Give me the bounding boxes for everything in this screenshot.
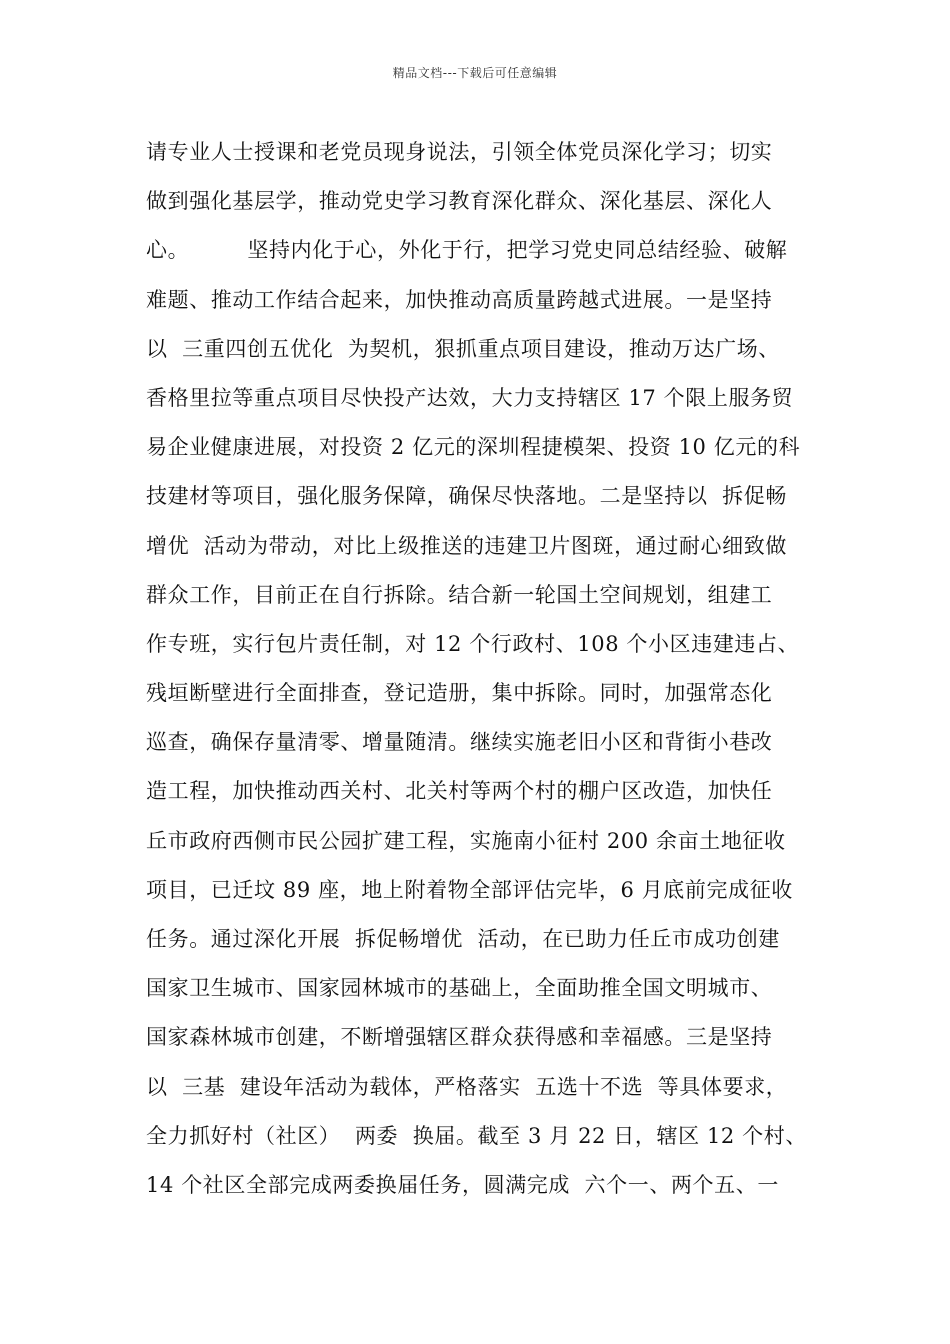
text-line: 造工程，加快推动西关村、北关村等两个村的棚户区改造，加快任 (146, 779, 773, 804)
text-line: 请专业人士授课和老党员现身说法，引领全体党员深化学习；切实 (146, 140, 773, 164)
text-line: 作专班，实行包片责任制，对 12 个行政村、108 个小区违建违占、 (146, 631, 800, 656)
text-line: 巡查，确保存量清零、增量随清。继续实施老旧小区和背街小巷改 (146, 730, 773, 755)
text-line: 全力抓好村（社区） 两委 换届。截至 3 月 22 日，辖区 12 个村、 (146, 1123, 807, 1148)
text-line: 易企业健康进展，对投资 2 亿元的深圳程捷模架、投资 10 亿元的科 (146, 435, 801, 460)
text-line: 国家卫生城市、国家园林城市的基础上，全面助推全国文明城市、 (146, 976, 773, 1001)
text-line: 群众工作，目前正在自行拆除。结合新一轮国土空间规划，组建工 (146, 582, 773, 607)
text-line: 增优 活动为带动，对比上级推送的违建卫片图斑，通过耐心细致做 (146, 533, 787, 558)
text-line: 14 个社区全部完成两委换届任务，圆满完成 六个一、两个五、一 (146, 1172, 779, 1197)
text-line: 做到强化基层学，推动党史学习教育深化群众、深化基层、深化人 (146, 189, 773, 214)
text-line: 国家森林城市创建，不断增强辖区群众获得感和幸福感。三是坚持 (146, 1025, 773, 1050)
text-line: 以 三重四创五优化 为契机，狠抓重点项目建设，推动万达广场、 (146, 336, 780, 361)
text-line: 难题、推动工作结合起来，加快推动高质量跨越式进展。一是坚持 (146, 287, 773, 312)
text-line: 香格里拉等重点项目尽快投产达效，大力支持辖区 17 个限上服务贸 (146, 385, 794, 410)
text-line: 残垣断壁进行全面排查，登记造册，集中拆除。同时，加强常态化 (146, 681, 773, 706)
page-header: 精品文档---下载后可任意编辑 (392, 66, 558, 80)
text-line: 丘市政府西侧市民公园扩建工程，实施南小征村 200 余亩土地征收 (146, 828, 786, 853)
text-line: 以 三基 建设年活动为载体，严格落实 五选十不选 等具体要求， (146, 1074, 788, 1099)
body-text (146, 128, 826, 1210)
text-line: 心。 坚持内化于心，外化于行，把学习党史同总结经验、破解 (146, 238, 788, 263)
text-line: 技建材等项目，强化服务保障，确保尽快落地。二是坚持以 拆促畅 (146, 484, 787, 509)
text-line: 项目，已迁坟 89 座，地上附着物全部评估完毕，6 月底前完成征收 (146, 877, 793, 902)
text-line: 任务。通过深化开展 拆促畅增优 活动，在已助力任丘市成功创建 (146, 927, 780, 951)
